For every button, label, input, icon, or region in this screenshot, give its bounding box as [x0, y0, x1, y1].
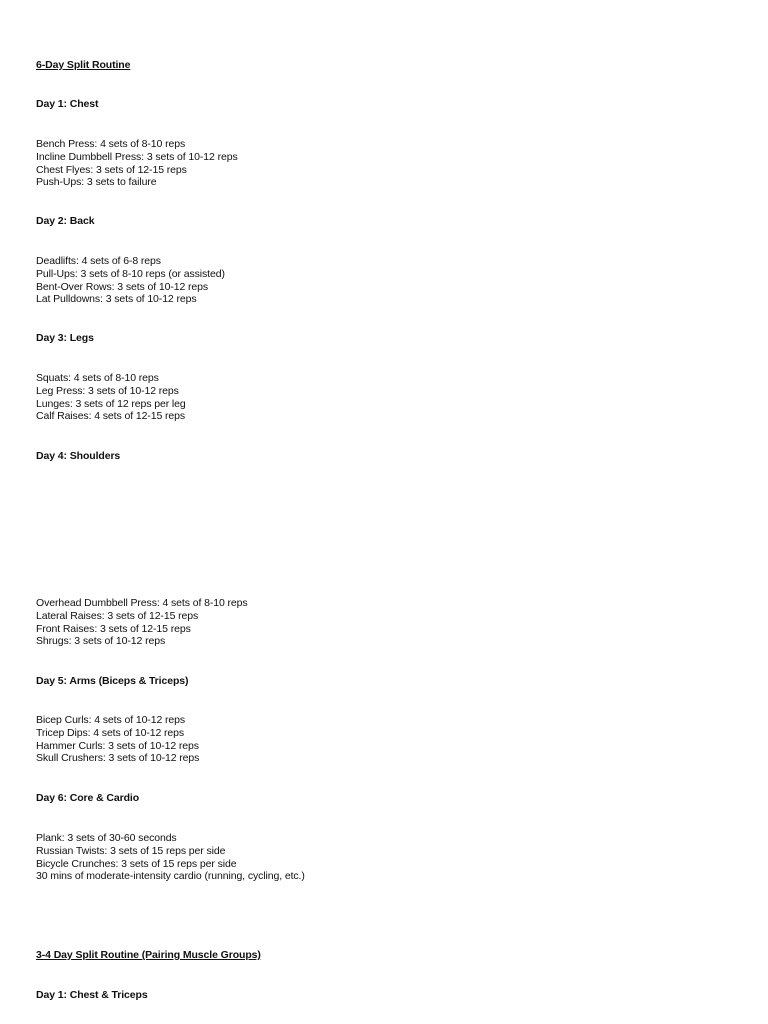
exercise-item: Push-Ups: 3 sets to failure: [36, 176, 157, 189]
exercise-item: Incline Dumbbell Press: 3 sets of 10-12 reps: [36, 150, 238, 163]
section-title-3-4-day: 3-4 Day Split Routine (Pairing Muscle Groups): [36, 949, 261, 961]
exercise-item: Overhead Dumbbell Press: 4 sets of 8-10 reps: [36, 597, 248, 609]
exercise-list-day-1: [36, 138, 238, 189]
exercise-item: Shrugs: 3 sets of 10-12 reps: [36, 635, 166, 648]
exercise-item: Squats: 4 sets of 8-10 reps: [36, 372, 159, 384]
exercise-item: Bench Press: 4 sets of 8-10 reps: [36, 138, 186, 150]
exercise-item: Front Raises: 3 sets of 12-15 reps: [36, 622, 191, 635]
exercise-item: Lunges: 3 sets of 12 reps per leg: [36, 397, 186, 410]
day-heading-5: Day 5: Arms (Biceps & Triceps): [36, 675, 189, 687]
exercise-item: Bicep Curls: 4 sets of 10-12 reps: [36, 714, 186, 726]
exercise-item: 30 mins of moderate-intensity cardio (running, cycling, etc.): [36, 870, 305, 883]
exercise-item: Plank: 3 sets of 30-60 seconds: [36, 832, 177, 844]
day-heading-4: Day 4: Shoulders: [36, 450, 121, 462]
exercise-list-day-3: [36, 372, 186, 423]
exercise-item: Bent-Over Rows: 3 sets of 10-12 reps: [36, 280, 209, 293]
exercise-list-day-2: [36, 255, 225, 306]
exercise-item: Calf Raises: 4 sets of 12-15 reps: [36, 410, 186, 423]
section-title-6-day: 6-Day Split Routine: [36, 59, 131, 71]
exercise-item: Leg Press: 3 sets of 10-12 reps: [36, 384, 179, 397]
day-heading-2: Day 2: Back: [36, 215, 95, 227]
day-heading-3: Day 3: Legs: [36, 332, 94, 344]
exercise-item: Russian Twists: 3 sets of 15 reps per side: [36, 844, 226, 857]
exercise-list-day-4: [36, 597, 248, 648]
exercise-item: Lat Pulldowns: 3 sets of 10-12 reps: [36, 293, 197, 306]
day-heading-6: Day 6: Core & Cardio: [36, 792, 140, 804]
exercise-item: Hammer Curls: 3 sets of 10-12 reps: [36, 739, 199, 752]
exercise-item: Deadlifts: 4 sets of 6-8 reps: [36, 255, 161, 267]
day-heading-1: Day 1: Chest: [36, 98, 99, 110]
exercise-list-day-6: [36, 832, 305, 883]
exercise-item: Lateral Raises: 3 sets of 12-15 reps: [36, 609, 199, 622]
exercise-item: Tricep Dips: 4 sets of 10-12 reps: [36, 726, 185, 739]
exercise-item: Skull Crushers: 3 sets of 10-12 reps: [36, 752, 200, 765]
exercise-item: Pull-Ups: 3 sets of 8-10 reps (or assisted): [36, 267, 225, 280]
exercise-item: Chest Flyes: 3 sets of 12-15 reps: [36, 163, 187, 176]
exercise-list-day-5: [36, 714, 199, 765]
day-heading-3-4-day-1: Day 1: Chest & Triceps: [36, 989, 148, 1001]
exercise-item: Bicycle Crunches: 3 sets of 15 reps per side: [36, 857, 237, 870]
